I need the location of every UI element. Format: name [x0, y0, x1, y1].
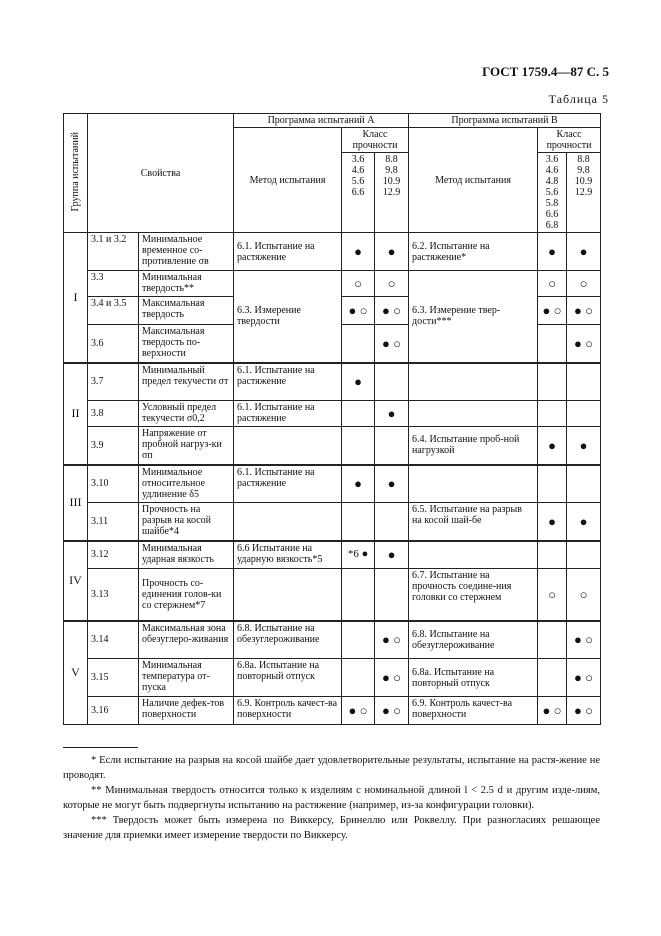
method-b: 6.5. Испытание на разрыв на косой шай-бе: [409, 503, 538, 541]
marker-a2: ●: [387, 547, 396, 563]
class-a-col2: 8.8 9.8 10.9 12.9: [375, 153, 409, 233]
row-prop: Минимальное временное со-противление σв: [139, 233, 234, 271]
row-prop: Минимальная температура от-пуска: [139, 659, 234, 697]
group-label: III: [64, 465, 88, 541]
marker-a2: ○: [387, 276, 396, 291]
marker-a1: ●: [354, 374, 362, 390]
footnote: * Если испытание на разрыв на косой шайбе дает удовлетворительные результаты, испытание на растя-жение не проводят.: [63, 755, 600, 781]
group-label: II: [64, 363, 88, 465]
row-prop: Условный предел текучести σ0,2: [139, 401, 234, 427]
row-prop: Минимальная ударная вязкость: [139, 541, 234, 569]
method-a: [234, 569, 342, 621]
method-b: [409, 541, 538, 569]
method-b: 6.7. Испытание на прочность соедине-ния головки со стержнем: [409, 569, 538, 621]
row-num: 3.13: [88, 569, 139, 621]
table-title: Таблица 5: [548, 92, 609, 106]
marker-b2: ● ○: [574, 703, 593, 718]
method-a: 6.6 Испытание на ударную вязкость*5: [234, 541, 342, 569]
class-a-header: Класс прочности: [342, 128, 409, 153]
method-a: 6.8. Испытание на обезуглероживание: [234, 621, 342, 659]
marker-a2: ●: [387, 406, 396, 421]
marker-b2: ● ○: [574, 303, 593, 318]
row-num: 3.12: [88, 541, 139, 569]
marker-b1: ○: [548, 586, 556, 602]
row-num: 3.3: [88, 271, 139, 297]
marker-a1: ○: [354, 276, 362, 291]
method-a: [234, 503, 342, 541]
group-label: IV: [64, 541, 88, 621]
marker-b2: ●: [579, 513, 588, 529]
class-b-col1: 3.6 4.6 4.8 5.6 5.8 6.6 6.8: [538, 153, 567, 233]
method-a: 6.1. Испытание на растяжение: [234, 233, 342, 271]
class-a-col1: 3.6 4.6 5.6 6.6: [342, 153, 375, 233]
row-prop: Минимальное относительное удлинение δ5: [139, 465, 234, 503]
marker-a2: ● ○: [382, 632, 401, 648]
group-label: I: [64, 233, 88, 363]
method-b-header: Метод испытания: [409, 128, 538, 233]
class-b-header: Класс прочности: [538, 128, 601, 153]
row-num: 3.6: [88, 325, 139, 363]
marker-a1: ● ○: [348, 703, 368, 718]
marker-b2: ●: [579, 244, 588, 259]
marker-b2: ○: [579, 586, 588, 602]
row-prop: Минимальный предел текучести σт: [139, 363, 234, 401]
program-a-header: Программа испытаний А: [234, 114, 409, 128]
marker-a2: ● ○: [382, 303, 401, 318]
row-num: 3.11: [88, 503, 139, 541]
method-b: [409, 401, 538, 427]
marker-b1: ○: [548, 276, 556, 291]
marker-a2: ●: [387, 244, 396, 259]
row-prop: Максимальная зона обезуглеро-живания: [139, 621, 234, 659]
marker-a2: ●: [387, 476, 396, 492]
method-a: 6.1. Испытание на растяжение: [234, 401, 342, 427]
method-b: [409, 363, 538, 401]
marker-b1: ● ○: [542, 303, 562, 318]
row-prop: Максимальная твердость: [139, 297, 234, 325]
marker-b1: ● ○: [542, 703, 562, 718]
method-b: 6.8а. Испытание на повторный отпуск: [409, 659, 538, 697]
method-a: 6.3. Измерение твердости: [234, 271, 342, 363]
row-num: 3.8: [88, 401, 139, 427]
row-num: 3.15: [88, 659, 139, 697]
footnotes: [63, 753, 600, 843]
marker-b1: ●: [548, 437, 556, 453]
class-b-col2: 8.8 9.8 10.9 12.9: [567, 153, 601, 233]
row-num: 3.14: [88, 621, 139, 659]
group-header: Группа испытаний: [64, 114, 88, 233]
footnote-rule: [63, 747, 138, 748]
program-b-header: Программа испытаний В: [409, 114, 601, 128]
row-num: 3.10: [88, 465, 139, 503]
method-a-header: Метод испытания: [234, 128, 342, 233]
marker-a2: ● ○: [382, 670, 401, 685]
footnote: ** Минимальная твердость относится только к изделиям с номинальной длиной l < 2.5 d и другим изде-лиям, которые не могут быть подвергнуты испытанию на растяжение (например, из-за конфигурации головки).: [63, 785, 600, 811]
method-a: 6.8а. Испытание на повторный отпуск: [234, 659, 342, 697]
page-header: ГОСТ 1759.4—87 С. 5: [482, 64, 609, 79]
method-a: 6.1. Испытание на растяжение: [234, 363, 342, 401]
method-b: 6.2. Испытание на растяжение*: [409, 233, 538, 271]
method-a: 6.1. Испытание на растяжение: [234, 465, 342, 503]
row-num: 3.16: [88, 697, 139, 725]
row-prop: Напряжение от пробной нагруз-ки σп: [139, 427, 234, 465]
method-b: 6.8. Испытание на обезуглероживание: [409, 621, 538, 659]
method-a: [234, 427, 342, 465]
row-prop: Минимальная твердость**: [139, 271, 234, 297]
row-num: 3.1 и 3.2: [88, 233, 139, 271]
marker-b1: ●: [548, 513, 556, 529]
method-b: [409, 465, 538, 503]
marker-b2: ● ○: [574, 670, 593, 685]
marker-b2: ● ○: [574, 632, 593, 648]
row-prop: Наличие дефек-тов поверхности: [139, 697, 234, 725]
marker-b2: ●: [579, 437, 588, 453]
marker-a1: *6 ●: [347, 548, 369, 561]
marker-b1: ●: [548, 244, 556, 259]
test-program-table: [63, 113, 601, 725]
marker-a1: ●: [354, 476, 362, 492]
footnote: *** Твердость может быть измерена по Виккерсу, Бринеллю или Роквеллу. При разногласиях решающее значение для приемки имеет измерение твердости по Виккерсу.: [63, 815, 600, 841]
marker-a1: ●: [354, 244, 362, 259]
properties-header: Свойства: [88, 114, 234, 233]
method-a: 6.9. Контроль качест-ва поверхности: [234, 697, 342, 725]
row-num: 3.9: [88, 427, 139, 465]
row-num: 3.4 и 3.5: [88, 297, 139, 325]
method-b: 6.3. Измерение твер-дости***: [409, 271, 538, 363]
marker-a2: ● ○: [382, 335, 401, 351]
row-num: 3.7: [88, 363, 139, 401]
group-label: V: [64, 621, 88, 725]
marker-b2: ● ○: [574, 335, 593, 351]
row-prop: Прочность со-единения голов-ки со стержнем*7: [139, 569, 234, 621]
row-prop: Прочность на разрыв на косой шайбе*4: [139, 503, 234, 541]
row-prop: Максимальная твердость по-верхности: [139, 325, 234, 363]
marker-b2: ○: [579, 276, 588, 291]
marker-a1: ● ○: [348, 303, 368, 318]
method-b: 6.4. Испытание проб-ной нагрузкой: [409, 427, 538, 465]
marker-a2: ● ○: [382, 703, 401, 718]
method-b: 6.9. Контроль качест-ва поверхности: [409, 697, 538, 725]
